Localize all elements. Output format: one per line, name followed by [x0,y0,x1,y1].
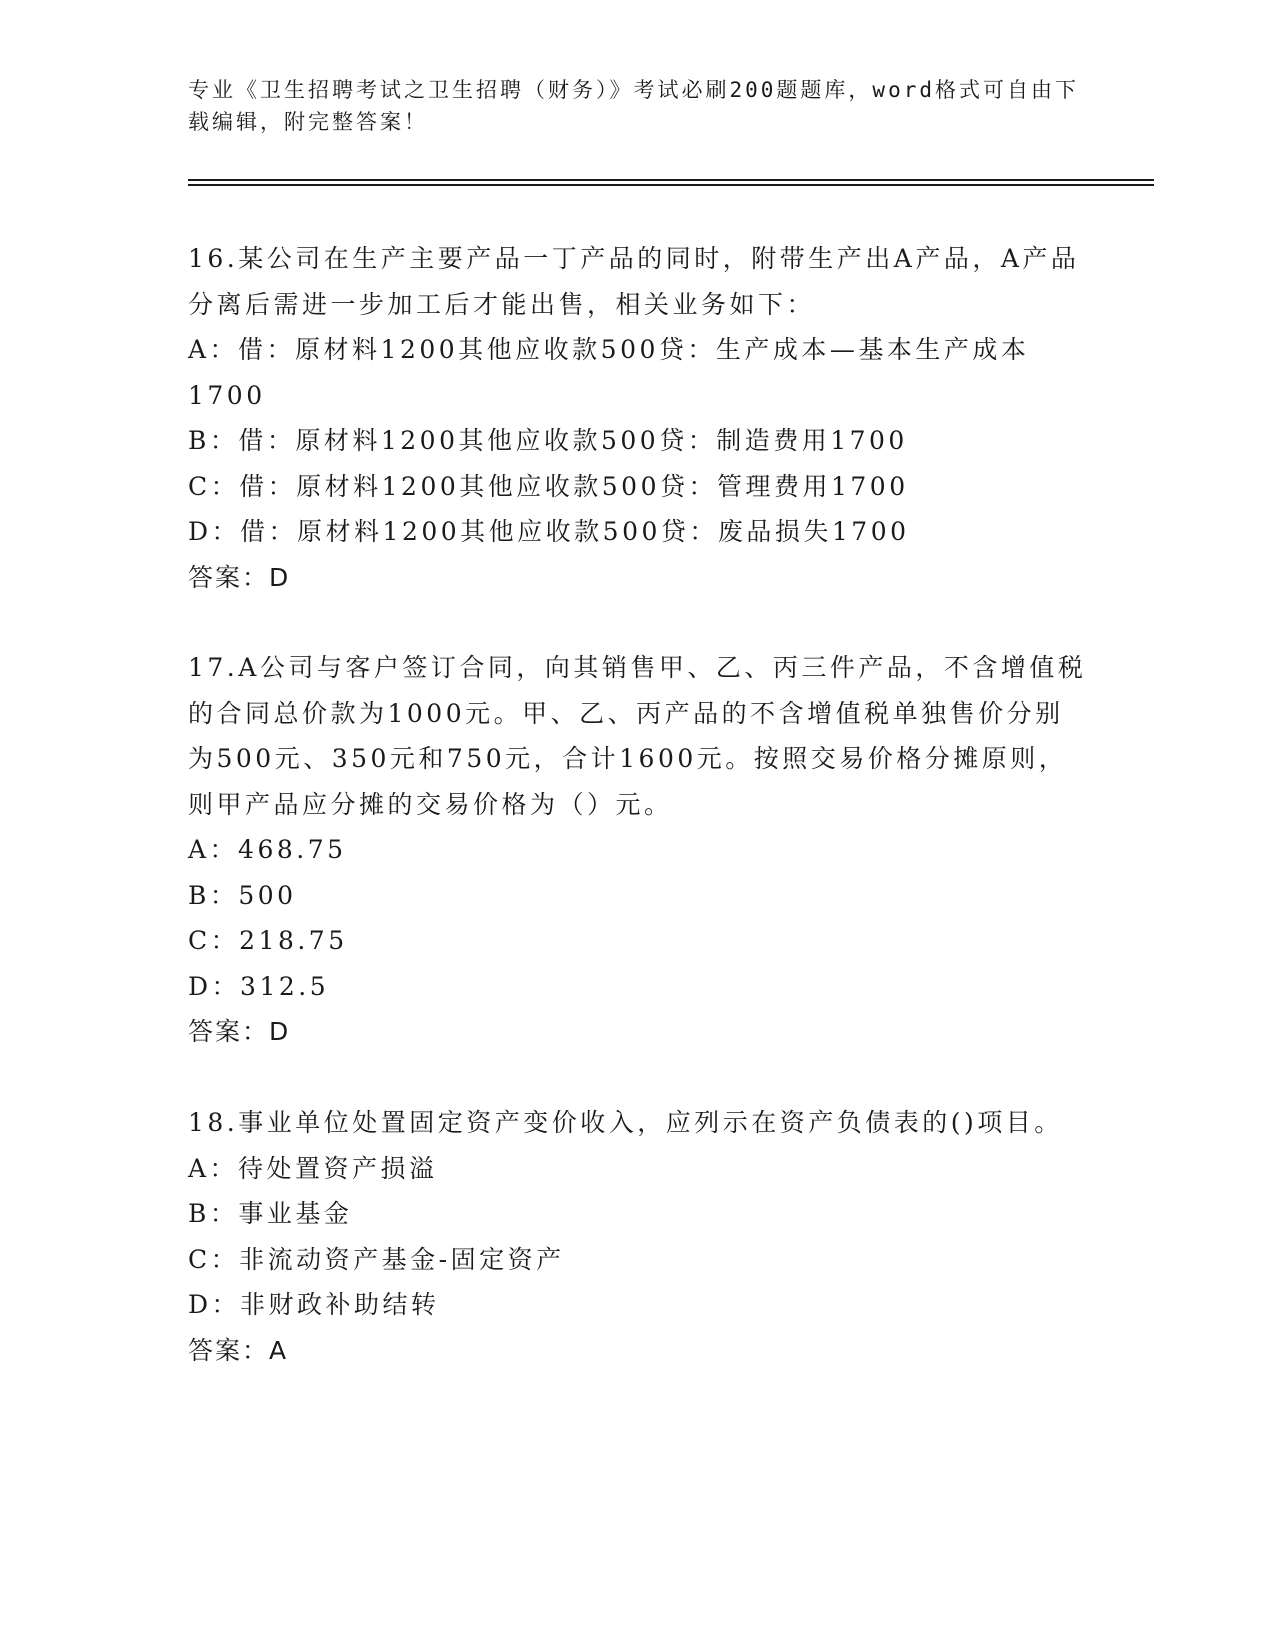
question-17 [188,645,1088,1055]
option-a: A：借：原材料1200其他应收款500贷：生产成本—基本生产成本1700 [188,335,1030,410]
question-16 [188,236,1088,600]
option-d: D：非财政补助结转 [188,1290,440,1319]
option-b: B：借：原材料1200其他应收款500贷：制造费用1700 [188,426,908,455]
answer-line: 答案：D [188,1017,291,1046]
option-b: B：事业基金 [188,1199,353,1228]
question-stem: 16.某公司在生产主要产品一丁产品的同时，附带生产出A产品，A产品分离后需进一步加工后才能出售，相关业务如下： [188,244,1080,319]
option-d: D：借：原材料1200其他应收款500贷：废品损失1700 [188,517,910,546]
header-divider-bottom [188,184,1154,186]
answer-line: 答案：A [188,1335,289,1365]
question-stem: 18.事业单位处置固定资产变价收入，应列示在资产负债表的()项目。 [188,1108,1063,1137]
option-c: C：非流动资产基金-固定资产 [188,1244,565,1274]
option-b: B：500 [188,880,297,910]
option-a: A：468.75 [188,835,347,864]
answer-line: 答案：D [188,562,291,592]
document-header: 专业《卫生招聘考试之卫生招聘（财务）》考试必刷200题题库，word格式可自由下载编辑，附完整答案！ [188,78,1079,134]
option-c: C：218.75 [188,926,348,955]
question-18 [188,1100,1088,1373]
option-d: D：312.5 [188,971,330,1001]
option-c: C：借：原材料1200其他应收款500贷：管理费用1700 [188,471,909,501]
option-a: A：待处置资产损溢 [188,1153,438,1183]
header-divider-top [188,179,1154,181]
question-stem: 17.A公司与客户签订合同，向其销售甲、乙、丙三件产品，不含增值税的合同总价款为1000元。甲、乙、丙产品的不含增值税单独售价分别为500元、350元和750元，合计1600元。按照交易价格分摊原则，则甲产品应分摊的交易价格为（）元。 [188,653,1087,819]
